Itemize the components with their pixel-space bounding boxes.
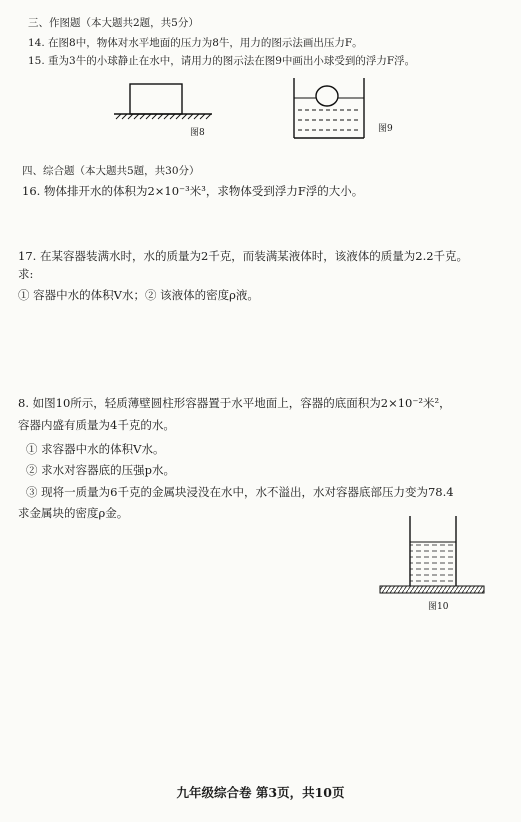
figure-8-block-on-ground: [112, 78, 222, 128]
figure-10-caption: 图10: [428, 602, 449, 612]
question-18-line2: 容器内盛有质量为4千克的水。: [18, 418, 175, 432]
question-18-sub3-line2: 求金属块的密度ρ金。: [18, 506, 129, 520]
section4-heading: 四、综合题（本大题共5题，共30分）: [22, 165, 200, 177]
figure-9-caption: 图9: [378, 124, 393, 134]
question-16: 16. 物体排开水的体积为2×10⁻³米³，求物体受到浮力F浮的大小。: [22, 184, 364, 198]
question-18-sub1: ① 求容器中水的体积V水。: [26, 442, 165, 456]
question-15: 15. 重为3牛的小球静止在水中，请用力的图示法在图9中画出小球受到的浮力F浮。: [28, 55, 416, 67]
question-17-line1: 17. 在某容器装满水时，水的质量为2千克，而装满某液体时，该液体的质量为2.2千克。: [18, 249, 469, 263]
page-footer: 九年级综合卷 第3页，共10页: [176, 785, 345, 800]
question-18-line1: 8. 如图10所示，轻质薄壁圆柱形容器置于水平地面上，容器的底面积为2×10⁻²米²，: [18, 396, 451, 410]
section3-heading: 三、作图题（本大题共2题，共5分）: [28, 17, 199, 29]
figure-10-container-with-water: [376, 512, 488, 596]
question-18-sub2: ② 求水对容器底的压强p水。: [26, 463, 176, 477]
figure-8-caption: 图8: [190, 128, 205, 138]
question-18-sub3-line1: ③ 现将一质量为6千克的金属块浸没在水中，水不溢出，水对容器底部压力变为78.4: [26, 485, 454, 499]
question-14: 14. 在图8中，物体对水平地面的压力为8牛，用力的图示法画出压力F。: [28, 37, 363, 49]
figure-9-ball-in-water: [290, 74, 370, 142]
question-17-line2: 求:: [18, 267, 34, 281]
question-17-line3: ① 容器中水的体积V水；② 该液体的密度ρ液。: [18, 288, 259, 302]
